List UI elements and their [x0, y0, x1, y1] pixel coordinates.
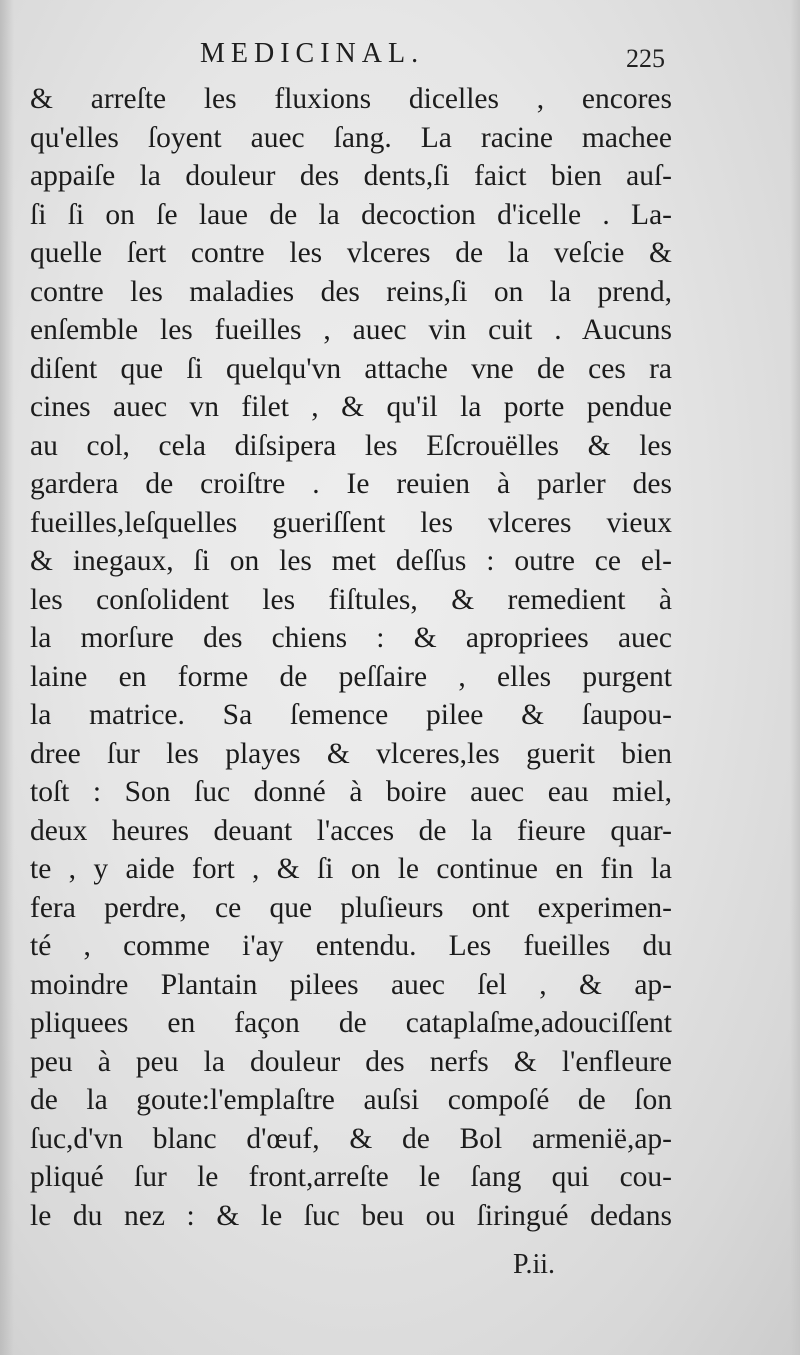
text-line: dree ſur les playes & vlceres,les guerit bien	[30, 737, 672, 770]
text-line: toſt : Son ſuc donné à boire auec eau miel,	[30, 776, 672, 808]
text-line: deux heures deuant l'acces de la fieure quar-	[30, 814, 672, 847]
text-line: quelle ſert contre les vlceres de la veſcie &	[30, 237, 672, 269]
text-line: qu'elles ſoyent auec ſang. La racine machee	[30, 121, 672, 154]
text-line: enſemble les fueilles , auec vin cuit . Aucuns	[30, 314, 672, 346]
text-line: ſuc,d'vn blanc d'œuf, & de Bol armenië,ap-	[30, 1122, 672, 1155]
text-line: pliquees en façon de cataplaſme,adouciſſent	[30, 1007, 672, 1039]
text-line: & inegaux, ſi on les met deſſus : outre ce el-	[30, 545, 672, 577]
text-line: fueilles,leſquelles gueriſſent les vlceres vieux	[30, 506, 672, 539]
text-line: moindre Plantain pilees auec ſel , & ap-	[30, 968, 672, 1001]
text-line: té , comme i'ay entendu. Les fueilles du	[30, 930, 672, 962]
text-line: diſent que ſi quelqu'vn attache vne de ces ra	[30, 352, 672, 385]
text-line: appaiſe la douleur des dents,ſi faict bien auſ-	[30, 160, 672, 192]
text-line: peu à peu la douleur des nerfs & l'enfleure	[30, 1045, 672, 1078]
text-line: fera perdre, ce que pluſieurs ont experimen-	[30, 891, 672, 924]
text-line: pliqué ſur le front,arreſte le ſang qui cou-	[30, 1161, 672, 1193]
text-line: la matrice. Sa ſemence pilee & ſaupou-	[30, 699, 672, 731]
text-line: la morſure des chiens : & apropriees auec	[30, 622, 672, 654]
text-line: cines auec vn filet , & qu'il la porte pendue	[30, 391, 672, 423]
text-line: gardera de croiſtre . Ie reuien à parler des	[30, 468, 672, 500]
text-line: de la goute:l'emplaſtre auſsi compoſé de ſon	[30, 1084, 672, 1116]
running-head: MEDICINAL.	[200, 38, 425, 69]
text-line: contre les maladies des reins,ſi on la prend,	[30, 275, 672, 308]
text-line: les conſolident les fiſtules, & remedient à	[30, 583, 672, 616]
text-line: laine en forme de peſſaire , elles purgent	[30, 660, 672, 693]
text-line: & arreſte les fluxions dicelles , encores	[30, 83, 672, 115]
text-line: te , y aide fort , & ſi on le continue en fin la	[30, 853, 672, 885]
signature-mark: P.ii.	[513, 1249, 556, 1280]
text-line: au col, cela diſsipera les Eſcrouëlles & les	[30, 429, 672, 462]
text-line: ſi ſi on ſe laue de la decoction d'icelle . La-	[30, 198, 672, 231]
body-text	[30, 80, 672, 1235]
text-line: le du nez : & le ſuc beu ou ſiringué dedans	[30, 1199, 672, 1232]
page-number: 225	[626, 44, 665, 73]
